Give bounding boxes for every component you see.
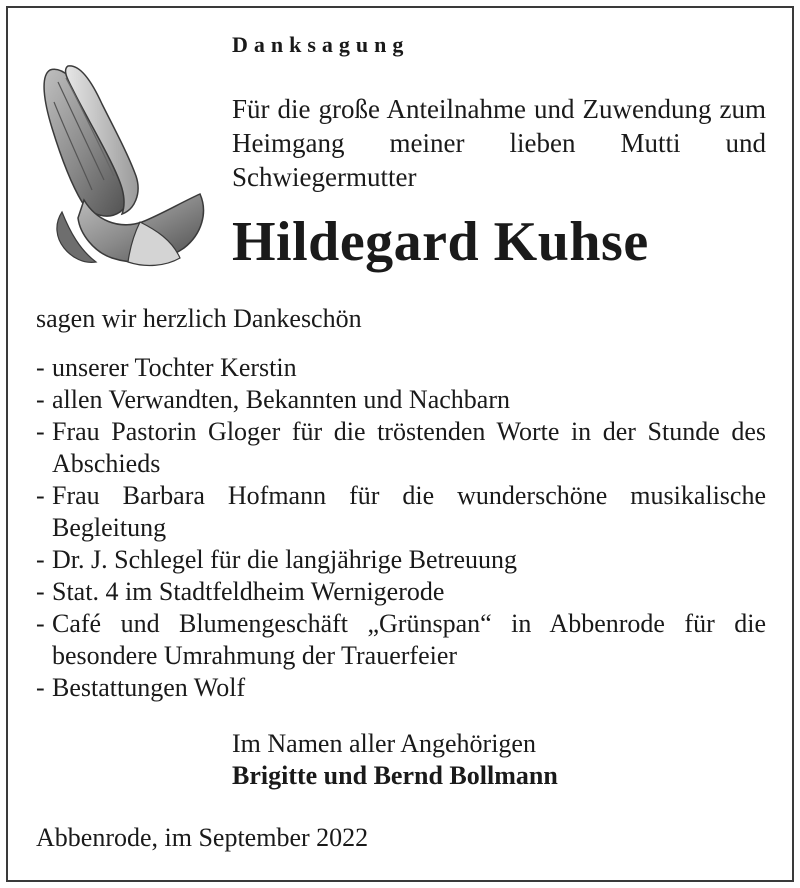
- closing-block: [232, 728, 558, 792]
- thanks-list: [36, 352, 766, 704]
- list-dash: -: [36, 609, 45, 638]
- list-item: [36, 672, 766, 704]
- list-item-text: Dr. J. Schlegel für die langjährige Betreuung: [52, 545, 517, 574]
- list-item: [36, 576, 766, 608]
- list-item: [36, 384, 766, 416]
- place-date: Abbenrode, im September 2022: [36, 823, 369, 852]
- signers: Brigitte und Bernd Bollmann: [232, 761, 558, 790]
- closing-line: Im Namen aller Angehörigen: [232, 729, 536, 758]
- list-item: [36, 608, 766, 672]
- list-item-text: Stat. 4 im Stadtfeldheim Wernigerode: [52, 577, 445, 606]
- list-dash: -: [36, 417, 45, 446]
- list-item-text: unserer Tochter Kerstin: [52, 353, 297, 382]
- deceased-name: Hildegard Kuhse: [232, 211, 649, 273]
- praying-hands-icon: [32, 62, 212, 272]
- list-dash: -: [36, 385, 45, 414]
- list-dash: -: [36, 545, 45, 574]
- list-item-text: Bestattungen Wolf: [52, 673, 246, 702]
- list-dash: -: [36, 353, 45, 382]
- list-item: [36, 544, 766, 576]
- list-item: [36, 480, 766, 544]
- notice-heading: Danksagung: [232, 32, 410, 57]
- list-item-text: allen Verwandten, Bekannten und Nachbarn: [52, 385, 510, 414]
- list-item-text: Café und Blumengeschäft „Grünspan“ in Abbenrode für die besondere Umrahmung der Trauerfeier: [52, 609, 766, 670]
- list-item-text: Frau Barbara Hofmann für die wunderschöne musikalische Begleitung: [52, 481, 766, 542]
- list-dash: -: [36, 481, 45, 510]
- list-dash: -: [36, 577, 45, 606]
- list-dash: -: [36, 673, 45, 702]
- list-item: [36, 416, 766, 480]
- intro-text: Für die große Anteilnahme und Zuwendung zum Heimgang meiner lieben Mutti und Schwiegermutter: [232, 94, 766, 192]
- list-item-text: Frau Pastorin Gloger für die tröstenden Worte in der Stunde des Abschieds: [52, 417, 766, 478]
- thanks-line: sagen wir herzlich Dankeschön: [36, 304, 362, 333]
- list-item: [36, 352, 766, 384]
